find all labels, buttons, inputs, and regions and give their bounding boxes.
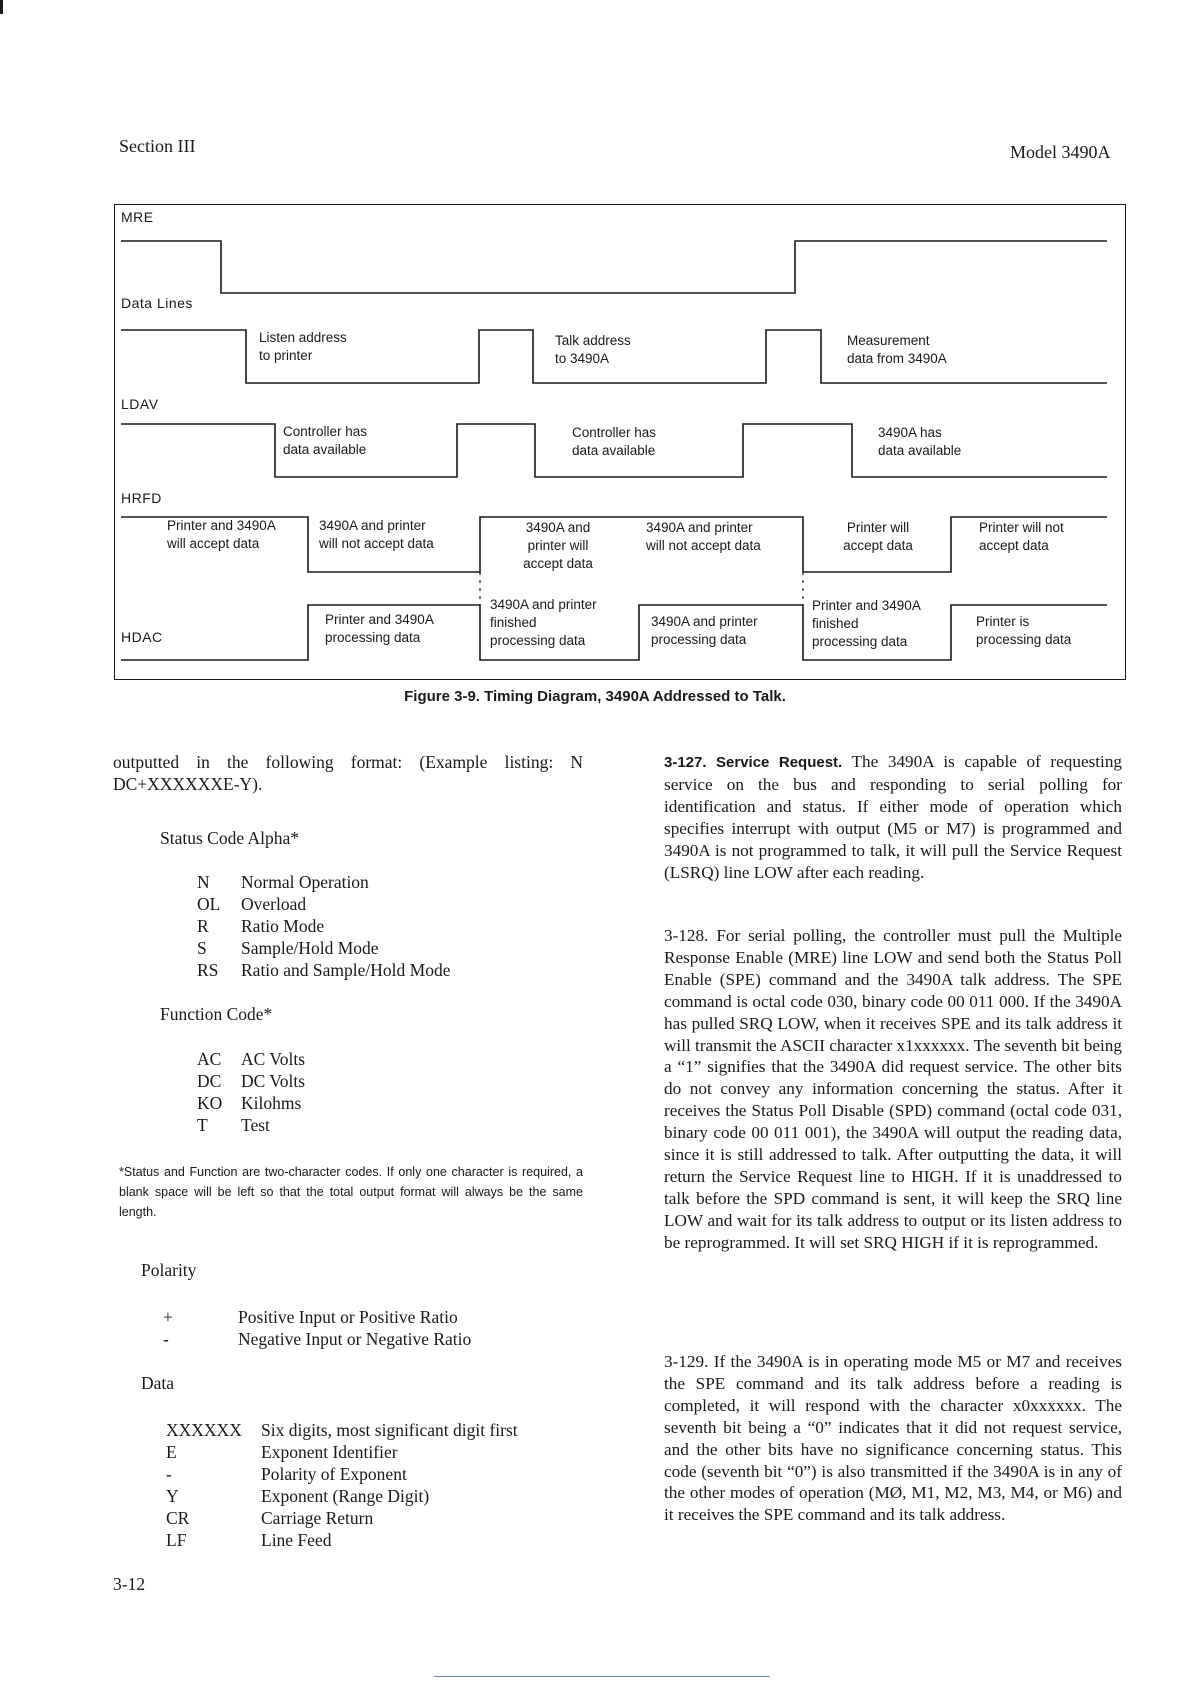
scan-bottom-rule [434,1676,770,1677]
function-code-row-description: Kilohms [241,1093,302,1113]
function-code-row-code: KO [197,1093,223,1113]
status-code-row-description: Overload [241,894,307,914]
mre-waveform [121,241,1107,293]
data-code-row-description: Exponent Identifier [261,1442,398,1462]
paragraph-3-129: 3-129. If the 3490A is in operating mode M5 or M7 and receives the SPE command and its talk address before a reading is completed, it will respond with the character x0xxxxxx. The seventh bit being a “0” indicates that it did not request service, and the other bits have no significance concerning status. This code (seventh bit “0”) is also transmitted if the 3490A is in any of the other modes of operation (MØ, M1, M2, M3, M4, or M6) and it receives the SPE command and its talk address. [664,1352,1122,1525]
function-code-row-code: AC [197,1049,222,1069]
status-code-row-description: Ratio and Sample/Hold Mode [241,960,451,980]
paragraph-3-127-body: The 3490A is capable of requesting service on the bus and responding to serial polling for identification and status. If either mode of operation which specifies interrupt with output (M5 or M7) is programmed and 3490A is not programmed to talk, it will pull the Service Request (LSRQ) line LOW after each reading. [664,752,1123,882]
hdac-state-a: Printer and 3490A processing data [325,612,434,645]
hrfd-state-d: 3490A and printer will not accept data [646,520,761,553]
status-code-row-code: OL [197,894,221,914]
hrfd-state-c: 3490A and printer will accept data [523,520,593,571]
hrfd-state-a: Printer and 3490A will accept data [167,518,276,551]
status-code-row-description: Ratio Mode [241,916,325,936]
format-footnote: *Status and Function are two-character codes. If only one character is required, a blank space will be left so that the total output format will always be the same length. [119,1165,583,1219]
polarity-row-description: Negative Input or Negative Ratio [238,1329,472,1349]
status-code-row-code: N [197,872,210,892]
paragraph-3-127-heading: 3-127. Service Request. [664,754,843,771]
ldav-controller-label-2: Controller has data available [572,425,657,458]
hdac-state-d: Printer and 3490A finished processing data [812,598,921,649]
status-code-title: Status Code Alpha* [160,828,300,848]
data-code-row-description: Carriage Return [261,1508,374,1528]
polarity-title: Polarity [141,1260,197,1280]
data-code-row-code: XXXXXX [166,1420,242,1440]
data-code-row-code: LF [166,1530,187,1550]
hdac-waveform [121,605,1107,660]
data-listen-label: Listen address to printer [259,330,347,363]
data-code-row-description: Six digits, most significant digit first [261,1420,518,1440]
function-code-row-description: DC Volts [241,1071,306,1091]
function-code-row-description: Test [241,1115,270,1135]
data-code-row-code: - [166,1464,172,1484]
status-code-row-code: R [197,916,209,936]
signal-label-ldav: LDAV [121,396,159,412]
section-header: Section III [119,136,196,156]
hrfd-state-e: Printer will accept data [843,520,913,553]
paragraph-3-128: 3-128. For serial polling, the controller must pull the Multiple Response Enable (MRE) line LOW and send both the Status Poll Enable (SPE) command and the 3490A talk address. The SPE command is octal code 030, binary code 00 011 000. If the 3490A has pulled SRQ LOW, when it receives SPE and its talk address it will transmit the ASCII character x1xxxxxx. The seventh bit being a “1” signifies that the 3490A did request service. The other bits do not convey any information concerning the status. After it receives the Status Poll Disable (SPD) command (octal code 031, binary code 00 011 001), the 3490A will output the reading data, since it is still addressed to talk. After outputting the data, it will return the Service Request line to HIGH. If it is unaddressed to talk before the SPD command is sent, it will keep the SRQ line LOW and wait for its talk address to output or its listen address to be reprogrammed. It will set SRQ HIGH if it is reprogrammed. [664,926,1122,1252]
hrfd-state-b: 3490A and printer will not accept data [319,518,434,551]
format-intro: outputted in the following format: (Example listing: N DC+XXXXXXE-Y). [113,752,583,794]
data-code-row-code: CR [166,1508,190,1528]
status-code-row-code: RS [197,960,219,980]
figure-caption: Figure 3-9. Timing Diagram, 3490A Addressed to Talk. [404,688,786,705]
signal-label-hrfd: HRFD [121,490,162,506]
data-talk-label: Talk address to 3490A [555,333,631,366]
timing-diagram [114,204,1126,680]
data-measurement-label: Measurement data from 3490A [847,333,947,366]
data-code-row-description: Polarity of Exponent [261,1464,407,1484]
signal-label-data-lines: Data Lines [121,295,193,311]
signal-label-mre: MRE [121,209,154,225]
function-code-row-code: T [197,1115,208,1135]
data-code-row-description: Line Feed [261,1530,332,1550]
function-code-row-description: AC Volts [241,1049,306,1069]
function-code-title: Function Code* [160,1004,273,1024]
model-header: Model 3490A [1010,142,1111,162]
polarity-row-code: - [163,1329,169,1349]
hdac-state-e: Printer is processing data [976,614,1072,647]
status-code-row-description: Sample/Hold Mode [241,938,379,958]
data-code-row-code: Y [166,1486,179,1506]
paragraph-3-127 [664,751,1122,883]
data-title: Data [141,1373,175,1393]
polarity-row-code: + [163,1307,173,1327]
data-code-row-code: E [166,1442,177,1462]
status-code-row-code: S [197,938,207,958]
signal-label-hdac: HDAC [121,629,163,645]
ldav-controller-label-1: Controller has data available [283,424,368,457]
function-code-row-code: DC [197,1071,222,1091]
hdac-state-c: 3490A and printer processing data [651,614,758,647]
ldav-3490a-label: 3490A has data available [878,425,962,458]
status-code-row-description: Normal Operation [241,872,369,892]
scan-edge-mark [0,0,3,14]
polarity-row-description: Positive Input or Positive Ratio [238,1307,458,1327]
hdac-state-b: 3490A and printer finished processing data [490,597,597,648]
data-code-row-description: Exponent (Range Digit) [261,1486,430,1506]
page-number: 3-12 [113,1574,146,1594]
hrfd-state-f: Printer will not accept data [979,520,1064,553]
